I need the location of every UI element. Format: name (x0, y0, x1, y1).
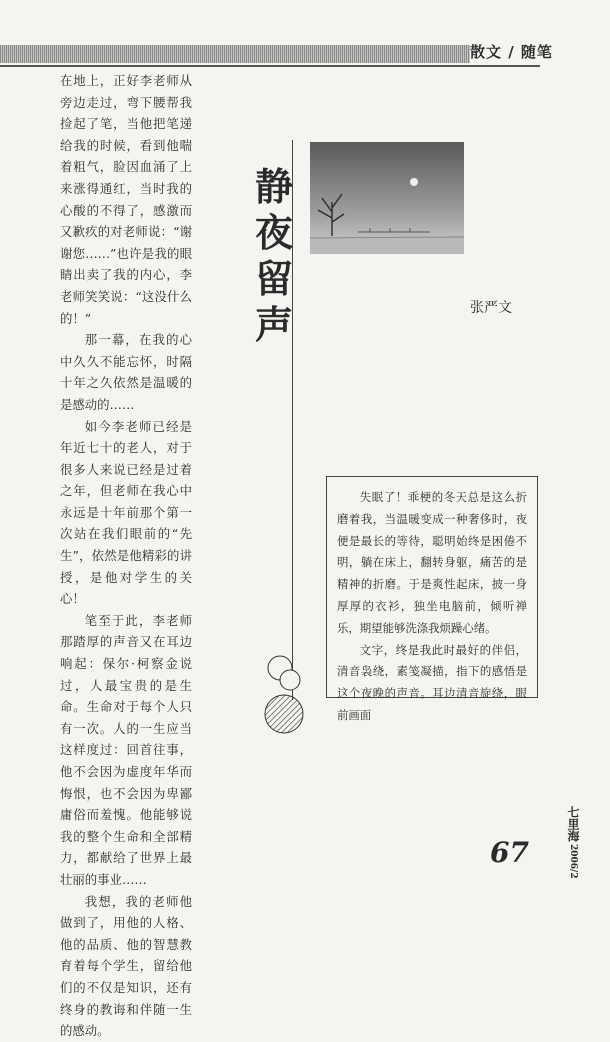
magazine-logo (566, 806, 588, 879)
title-char: 留 (254, 257, 293, 301)
title-char: 夜 (254, 211, 293, 255)
magazine-name: 七里海 (566, 806, 580, 842)
night-scene-photo (310, 142, 464, 254)
header-rule (0, 65, 540, 67)
text-box (326, 476, 538, 722)
article-title (252, 164, 296, 348)
decorative-circles (262, 650, 306, 740)
title-char: 声 (254, 303, 293, 347)
paragraph: 文字，终是我此时最好的伴侣，清音袅绕，素笺凝描，指下的感悟是这个夜晚的声音。耳边清音旋绕，眼前画面 (337, 642, 527, 722)
page-number: 67 (490, 836, 529, 869)
paragraph: 我想，我的老师他做到了，用他的人格、他的品质、他的智慧教育着每个学生，留给他们的不仅是知识，还有终身的教诲和伴随一生的感动。 (60, 893, 192, 1039)
header-decor-band (0, 45, 470, 63)
left-column-text (60, 70, 192, 1042)
paragraph: 失眠了！乖梗的冬天总是这么折磨着我，当温暖变成一种奢侈时，夜便是最长的等待，聪明始终是困倦不明，躺在床上，翻转身躯，痛苦的是精神的折磨。于是爽性起床，披一身厚厚的衣衫，独坐电脑前，倾听禅乐，期望能够洗涤我烦躁心绪。 (337, 490, 527, 635)
issue-number: 2006/2 (568, 844, 578, 879)
author-name: 张严文 (470, 300, 512, 316)
paragraph: 如今李老师已经是年近七十的老人，对于很多人来说已经是过着之年，但老师在我心中永远是十年前那个第一次站在我们眼前的“先生”，依然是他精彩的讲授，是他对学生的关心！ (60, 418, 192, 607)
paragraph: 那一幕，在我的心中久久不能忘怀，时隔十年之久依然是温暖的是感动的…… (60, 332, 192, 412)
paragraph: 笔至于此，李老师那踏厚的声音又在耳边响起：保尔·柯察金说过，人最宝贵的是生命。生命对于每个人只有一次。人的一生应当这样度过：回首往事，他不会因为虚度年华而悔恨，也不会因为卑鄙庸俗而羞愧。他能够说我的整个生命和全部精力，都献给了世界上最壮丽的事业…… (60, 612, 192, 887)
section-title: 散文 / 随笔 (470, 43, 553, 61)
paragraph: 在地上，正好李老师从旁边走过，弯下腰帮我捡起了笔，当他把笔递给我的时候，看到他喘着粗气，脸因血涌了上来涨得通红，当时我的心酸的不得了，感激而又歉疚的对老师说：“谢谢您……”也许是我的眼睛出卖了我的内心，李老师笑笑说：“这没什么的！” (60, 73, 192, 326)
title-char: 静 (254, 165, 293, 209)
